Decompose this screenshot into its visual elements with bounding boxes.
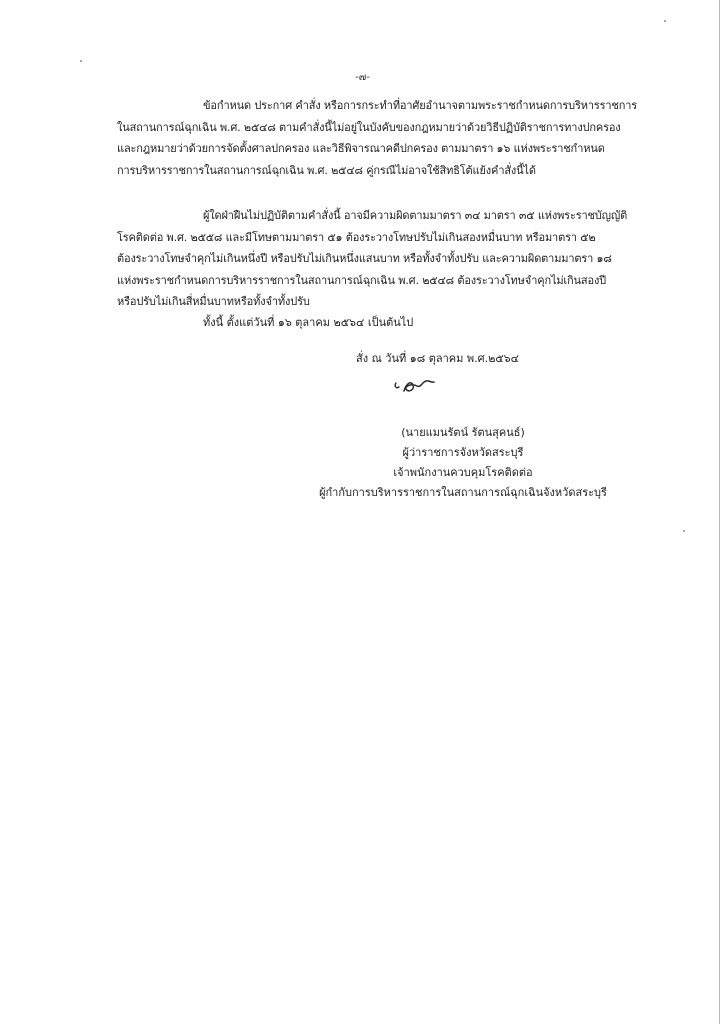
signer-title: เจ้าพนักงานควบคุมโรคติดต่อ: [393, 466, 533, 479]
signer-name: (นายแมนรัตน์ รัตนสุคนธ์): [401, 426, 525, 439]
paragraph-line: ผู้ใดฝ่าฝืนไม่ปฏิบัติตามคำสั่งนี้ อาจมีความผิดตามมาตรา ๓๔ มาตรา ๓๕ แห่งพระราชบัญญัติ: [203, 209, 628, 222]
effective-date: ทั้งนี้ ตั้งแต่วันที่ ๑๖ ตุลาคม ๒๕๖๔ เป็นต้นไป: [203, 316, 414, 329]
signer-title: ผู้กำกับการบริหารราชการในสถานการณ์ฉุกเฉินจังหวัดสระบุรี: [319, 486, 607, 499]
given-date: สั่ง ณ วันที่ ๑๘ ตุลาคม พ.ศ.๒๕๖๔: [356, 352, 519, 365]
paragraph-penalties: [117, 205, 691, 313]
paragraph-line: หรือปรับไม่เกินสี่หมื่นบาทหรือทั้งจำทั้งปรับ: [117, 295, 310, 308]
paragraph-line: และกฎหมายว่าด้วยการจัดตั้งศาลปกครอง และวิธีพิจารณาคดีปกครอง ตามมาตรา ๑๖ แห่งพระราชกำหนด: [117, 142, 605, 155]
page-number: -๗-: [355, 72, 370, 83]
paragraph-line: การบริหารราชการในสถานการณ์ฉุกเฉิน พ.ศ. ๒๕๔๘ คู่กรณีไม่อาจใช้สิทธิโต้แย้งคำสั่งนี้ได้: [117, 163, 536, 177]
signer-block: [263, 423, 663, 503]
scan-edge-line: [719, 0, 720, 1024]
scan-speck: [664, 20, 666, 22]
paragraph-line: ต้องระวางโทษจำคุกไม่เกินหนึ่งปี หรือปรับไม่เกินหนึ่งแสนบาท หรือทั้งจำทั้งปรับ และความผิดตามมาตรา ๑๘: [117, 252, 612, 265]
paragraph-line: โรคติดต่อ พ.ศ. ๒๕๕๘ และมีโทษตามมาตรา ๕๑ ต้องระวางโทษปรับไม่เกินสองหมื่นบาท หรือมาตรา ๕๒: [117, 230, 596, 244]
paragraph-line: แห่งพระราชกำหนดการบริหารราชการในสถานการณ์ฉุกเฉิน พ.ศ. ๒๕๔๘ ต้องระวางโทษจำคุกไม่เกินสองปี: [117, 273, 606, 287]
paragraph-line: ในสถานการณ์ฉุกเฉิน พ.ศ. ๒๕๔๘ ตามคำสั่งนี้ไม่อยู่ในบังคับของกฎหมายว่าด้วยวิธีปฏิบัติราชการทางปกครอง: [117, 120, 621, 134]
paragraph-legal-exemption: [117, 95, 691, 181]
handwritten-signature: [392, 374, 440, 396]
scan-speck: [80, 60, 82, 62]
signer-title: ผู้ว่าราชการจังหวัดสระบุรี: [402, 446, 524, 459]
scan-speck: [683, 530, 685, 532]
paragraph-line: ข้อกำหนด ประกาศ คำสั่ง หรือการกระทำที่อาศัยอำนาจตามพระราชกำหนดการบริหารราชการ: [203, 99, 638, 112]
